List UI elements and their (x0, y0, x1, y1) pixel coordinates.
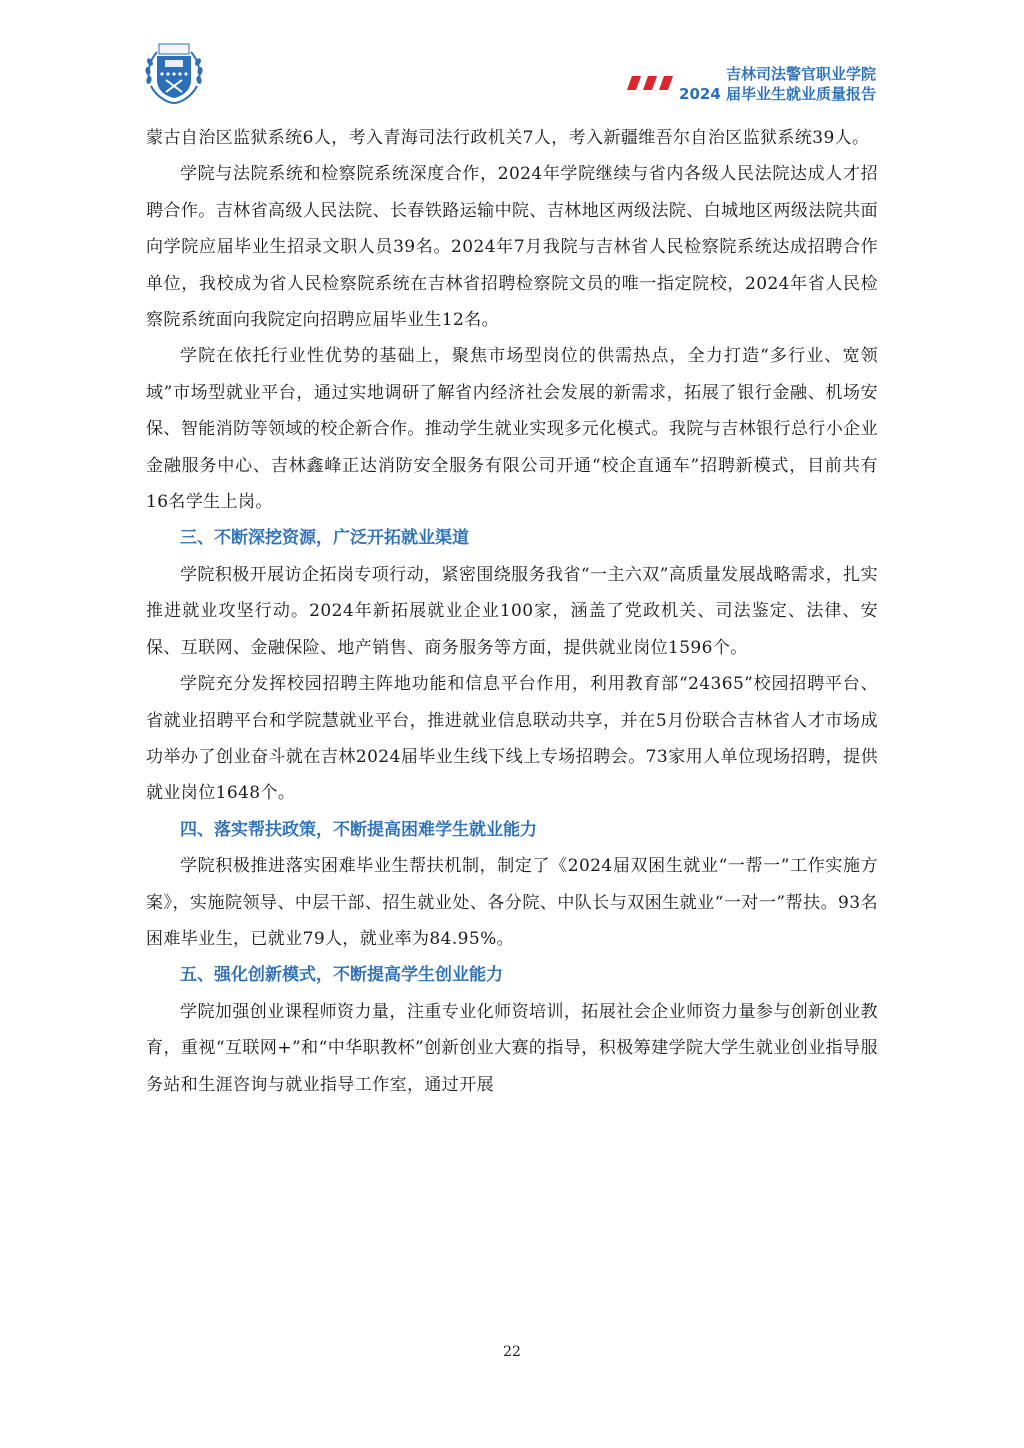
section-heading: 三、不断深挖资源，广泛开拓就业渠道 (180, 528, 469, 549)
header-school-name: 吉林司法警官职业学院 (725, 65, 876, 83)
paragraph: 学院在依托行业性优势的基础上，聚焦市场型岗位的供需热点，全力打造“多行业、宽领域”市场型就业平台，通过实地调研了解省内经济社会发展的新需求，拓展了银行金融、机场安保、智能消防等领域的校企新合作。推动学生就业实现多元化模式。我院与吉林银行总行小企业金融服务中心、吉林鑫峰正达消防安全服务有限公司开通“校企直通车”招聘新模式，目前共有16名学生上岗。 (146, 346, 878, 513)
page-header (0, 0, 1024, 120)
paragraph: 学院与法院系统和检察院系统深度合作，2024年学院继续与省内各级人民法院达成人才招聘合作。吉林省高级人民法院、长春铁路运输中院、吉林地区两级法院、白城地区两级法院共面向学院应届毕业生招录文职人员39名。2024年7月我院与吉林省人民检察院系统达成招聘合作单位，我校成为省人民检察院系统在吉林省招聘检察院文员的唯一指定院校，2024年省人民检察院系统面向我院定向招聘应届毕业生12名。 (146, 164, 878, 331)
header-title (679, 64, 876, 104)
page-number: 22 (503, 1344, 521, 1360)
header-report-name: 2024 届毕业生就业质量报告 (679, 85, 876, 103)
section-heading: 四、落实帮扶政策，不断提高困难学生就业能力 (180, 819, 537, 840)
school-emblem-icon (141, 40, 207, 106)
paragraph: 学院积极推进落实困难毕业生帮扶机制，制定了《2024届双困生就业“一帮一”工作实施方案》，实施院领导、中层干部、招生就业处、各分院、中队长与双困生就业“一对一”帮扶。93名困难毕业生，已就业79人，就业率为84.95%。 (146, 856, 878, 949)
document-body (146, 120, 878, 1103)
section-heading: 五、强化创新模式，不断提高学生创业能力 (180, 965, 503, 986)
paragraph: 学院积极开展访企拓岗专项行动，紧密围绕服务我省“一主六双”高质量发展战略需求，扎实推进就业攻坚行动。2024年新拓展就业企业100家，涵盖了党政机关、司法鉴定、法律、安保、互联网、金融保险、地产销售、商务服务等方面，提供就业岗位1596个。 (146, 564, 878, 658)
paragraph: 学院加强创业课程师资力量，注重专业化师资培训，拓展社会企业师资力量参与创新创业教育，重视“互联网+”和“中华职教杯”创新创业大赛的指导，积极筹建学院大学生就业创业指导服务站和生涯咨询与就业指导工作室，通过开展 (146, 1001, 878, 1095)
paragraph: 学院充分发挥校园招聘主阵地功能和信息平台作用，利用教育部“24365”校园招聘平台、省就业招聘平台和学院慧就业平台，推进就业信息联动共享，并在5月份联合吉林省人才市场成功举办了创业奋斗就在吉林2024届毕业生线下线上专场招聘会。73家用人单位现场招聘，提供就业岗位1648个。 (146, 674, 878, 804)
decorative-stripes-icon (627, 76, 673, 90)
paragraph: 蒙古自治区监狱系统6人，考入青海司法行政机关7人，考入新疆维吾尔自治区监狱系统39人。 (146, 128, 870, 148)
